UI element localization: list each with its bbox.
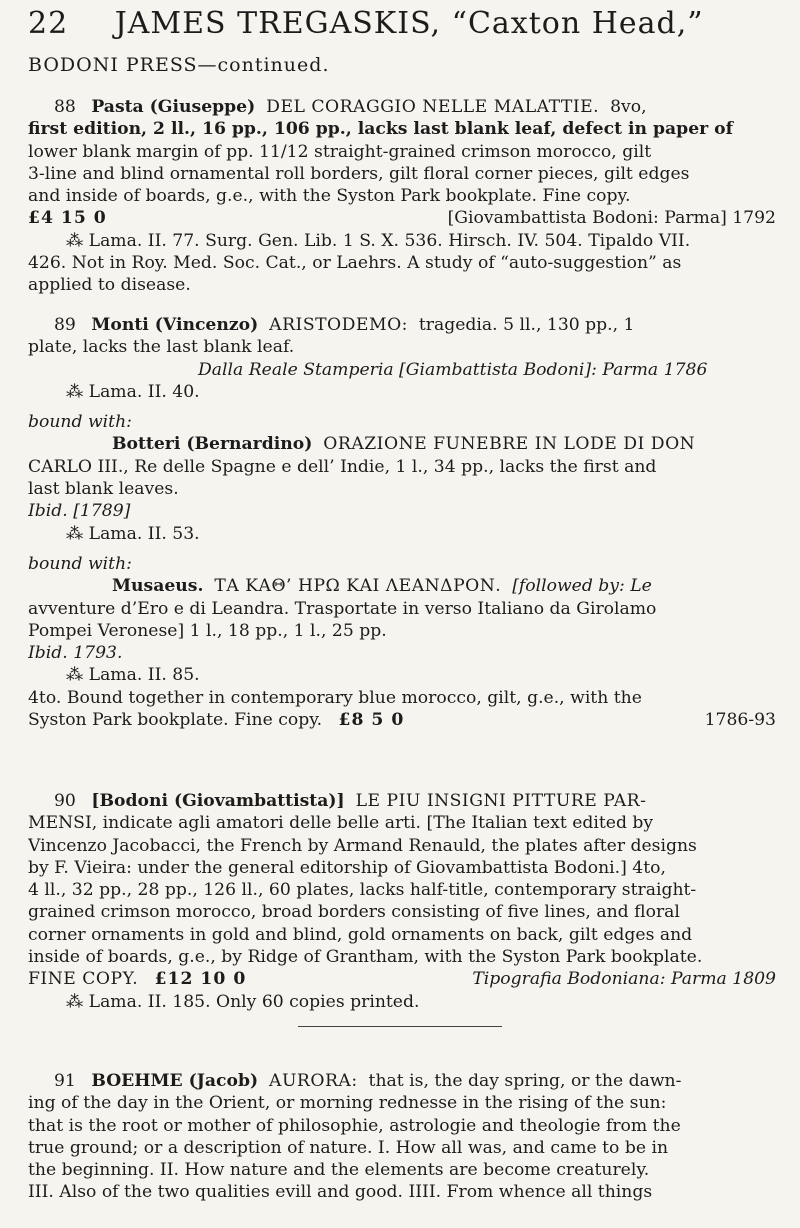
date: 1786-93 [704, 710, 776, 731]
description-line: lower blank margin of pp. 11/12 straight-grained crimson morocco, gilt [28, 141, 652, 162]
reference-line: applied to disease. [28, 275, 191, 296]
bound-with-label: bound with: [28, 412, 132, 433]
description-line: corner ornaments in gold and blind, gold ornaments on back, gilt edges and [28, 924, 693, 945]
entry-88 [28, 96, 776, 297]
price: £4 15 0 [28, 208, 107, 229]
title: DEL CORAGGIO NELLE MALATTIE. [266, 97, 600, 117]
description-line: 4 ll., 32 pp., 28 pp., 126 ll., 60 plates, lacks half-title, contemporary straight- [28, 880, 697, 901]
author: Pasta (Giuseppe) [91, 97, 256, 117]
reference-line: 426. Not in Roy. Med. Soc. Cat., or Laehrs. A study of “auto-suggestion” as [28, 253, 682, 274]
binding-line: 4to. Bound together in contemporary blue morocco, gilt, g.e., with the [28, 687, 642, 708]
collation: tragedia. 5 ll., 130 pp., 1 [418, 315, 635, 335]
section-title: BODONI PRESS—continued. [28, 54, 330, 76]
description-line: grained crimson morocco, broad borders consisting of five lines, and floral [28, 902, 680, 923]
title: LE PIU INSIGNI PITTURE PAR- [355, 791, 647, 811]
running-title: JAMES TREGASKIS, “Caxton Head,” [114, 6, 704, 41]
entry-number: 90 [54, 791, 76, 811]
imprint: [Giovambattista Bodoni: Parma] 1792 [447, 208, 776, 229]
title: ΤΑ ΚΑΘ’ ΗΡΩ ΚΑΙ ΛΕΑΝΔΡΟΝ. [214, 576, 502, 597]
bound-item-heading [28, 575, 776, 597]
entry-heading [28, 790, 776, 812]
entry-89 [28, 314, 776, 731]
description-line: first edition, 2 ll., 16 pp., 106 pp., lacks last blank leaf, defect in paper of [28, 119, 734, 140]
running-head [28, 6, 788, 41]
price: £12 10 0 [154, 969, 247, 990]
entry-heading [28, 1070, 776, 1092]
bound-with-label: bound with: [28, 553, 132, 574]
author: Monti (Vincenzo) [91, 315, 259, 335]
author: Musaeus. [112, 576, 204, 597]
description-line: ing of the day in the Orient, or morning rednesse in the rising of the sun: [28, 1093, 667, 1114]
divider [298, 1026, 502, 1027]
entry-91 [28, 1070, 776, 1204]
imprint: Ibid. [1789] [28, 501, 131, 522]
description-line: the beginning. II. How nature and the elements are become creaturely. [28, 1160, 650, 1181]
price: £8 5 0 [338, 710, 405, 731]
price-line [28, 968, 776, 990]
entry-number: 88 [54, 97, 76, 117]
entry-90 [28, 790, 776, 1013]
description-line: by F. Vieira: under the general editorship of Giovambattista Bodoni.] 4to, [28, 857, 666, 878]
description-line: Vincenzo Jacobacci, the French by Armand Renauld, the plates after designs [28, 835, 697, 856]
description-line: true ground; or a description of nature. I. How all was, and came to be in [28, 1137, 669, 1158]
price-line [28, 207, 776, 229]
imprint: Dalla Reale Stamperia [Giambattista Bodoni]: Parma 1786 [198, 359, 708, 380]
description-line: MENSI, indicate agli amatori delle belle arti. [The Italian text edited by [28, 813, 654, 834]
description-line: and inside of boards, g.e., with the Syston Park bookplate. Fine copy. [28, 186, 631, 207]
description-line: CARLO III., Re delle Spagne e dell’ Indie, 1 l., 34 pp., lacks the first and [28, 456, 657, 477]
description-line: last blank leaves. [28, 479, 179, 500]
author: Botteri (Bernardino) [112, 434, 313, 455]
imprint: Ibid. 1793. [28, 643, 123, 664]
author: [Bodoni (Giovambattista)] [91, 791, 345, 811]
binding-note: Syston Park bookplate. Fine copy. [28, 710, 323, 731]
reference-line: ⁂ Lama. II. 185. Only 60 copies printed. [66, 991, 420, 1012]
entry-heading [28, 96, 776, 118]
entry-number: 91 [54, 1071, 76, 1091]
entry-heading [28, 314, 776, 336]
entry-number: 89 [54, 315, 76, 335]
reference-line: ⁂ Lama. II. 77. Surg. Gen. Lib. 1 S. X. 536. Hirsch. IV. 504. Tipaldo VII. [66, 230, 691, 251]
description-line: that is the root or mother of philosophie, astrologie and theologie from the [28, 1115, 681, 1136]
condition: FINE COPY. [28, 969, 139, 990]
description-line: inside of boards, g.e., by Ridge of Grantham, with the Syston Park bookplate. [28, 947, 703, 968]
description-line: plate, lacks the last blank leaf. [28, 337, 295, 358]
title: AURORA: [269, 1071, 358, 1091]
page-number: 22 [28, 6, 69, 41]
description-line: III. Also of the two qualities evill and good. IIII. From whence all things [28, 1182, 653, 1203]
author: BOEHME (Jacob) [91, 1071, 259, 1091]
title: ARISTODEMO: [269, 315, 408, 335]
reference-line: ⁂ Lama. II. 85. [66, 665, 200, 686]
format: 8vo, [610, 97, 647, 117]
imprint: Tipografia Bodoniana: Parma 1809 [472, 969, 776, 990]
description-line: avventure d’Ero e di Leandra. Trasportate in verso Italiano da Girolamo [28, 598, 657, 619]
reference-line: ⁂ Lama. II. 40. [66, 381, 200, 402]
note: [followed by: Le [512, 576, 652, 597]
reference-line: ⁂ Lama. II. 53. [66, 523, 200, 544]
description-line: Pompei Veronese] 1 l., 18 pp., 1 l., 25 pp. [28, 620, 387, 641]
bound-item-heading [28, 433, 776, 455]
price-line [28, 709, 776, 731]
subtitle: that is, the day spring, or the dawn- [368, 1071, 682, 1091]
title: ORAZIONE FUNEBRE IN LODE DI DON [323, 434, 696, 455]
description-line: 3-line and blind ornamental roll borders, gilt floral corner pieces, gilt edges [28, 163, 690, 184]
